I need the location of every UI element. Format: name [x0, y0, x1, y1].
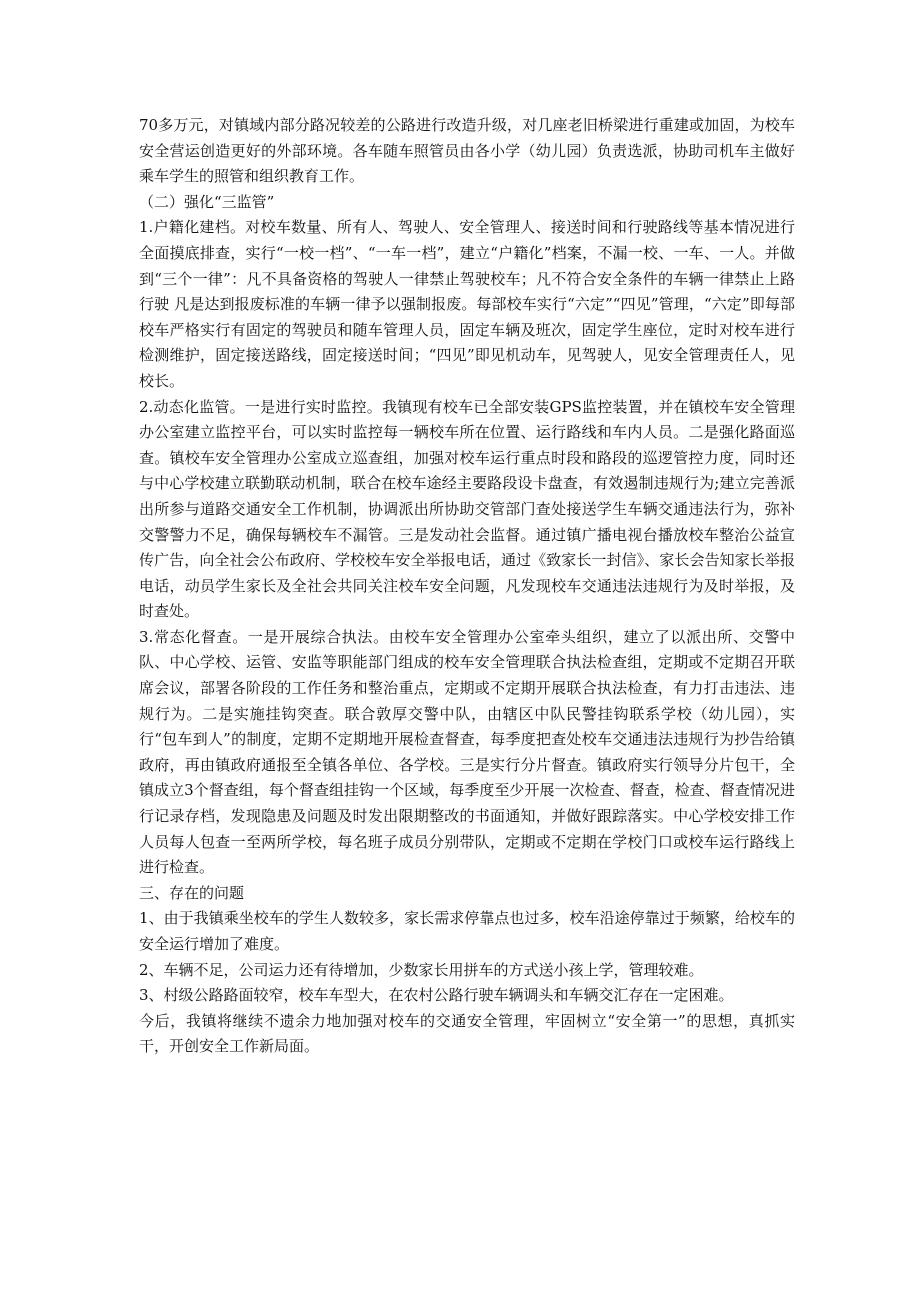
paragraph-household-archive: 1.户籍化建档。对校车数量、所有人、驾驶人、安全管理人、接送时间和行驶路线等基本情况进行全面摸底排查，实行“一校一档”、“一车一档”，建立“户籍化”档案，不漏一校、一车、一人。并做到“三个一律”：凡不具备资格的驾驶人一律禁止驾驶校车；凡不符合安全条件的车辆一律禁止上路行驶 凡是达到报废标准的车辆一律予以强制报废。每部校车实行“六定”“四见”管理，“六定”即每部校车严格实行有固定的驾驶员和随车管理人员，固定车辆及班次，固定学生座位，定时对校车进行检测维护，固定接送路线，固定接送时间；“四见”即见机动车，见驾驶人，见安全管理责任人，见校长。: [139, 218, 795, 390]
document-body: [139, 113, 795, 1060]
paragraph-problem-1: 1、由于我镇乘坐校车的学生人数较多，家长需求停靠点也过多，校车沿途停靠过于频繁，给校车的安全运行增加了难度。: [139, 909, 795, 953]
section-heading-existing-problems: 三、存在的问题: [139, 883, 245, 902]
paragraph-conclusion: 今后，我镇将继续不遗余力地加强对校车的交通安全管理，牢固树立“安全第一”的思想，真抓实干，开创安全工作新局面。: [139, 1011, 795, 1056]
section-heading-three-supervision: （二）强化“三监管”: [139, 192, 275, 211]
paragraph-regular-inspection: 3.常态化督查。一是开展综合执法。由校车安全管理办公室牵头组织，建立了以派出所、交警中队、中心学校、运管、安监等职能部门组成的校车安全管理联合执法检查组，定期或不定期召开联席会议，部署各阶段的工作任务和整治重点，定期或不定期开展联合执法检查，有力打击违法、违规行为。二是实施挂钩突查。联合敦厚交警中队，由辖区中队民警挂钩联系学校（幼儿园），实行“包车到人”的制度，定期不定期地开展检查督查，每季度把查处校车交通违法违规行为抄告给镇政府，再由镇政府通报至全镇各单位、各学校。三是实行分片督查。镇政府实行领导分片包干，全镇成立3个督查组，每个督查组挂钩一个区域，每季度至少开展一次检查、督查，检查、督查情况进行记录存档，发现隐患及问题及时发出限期整改的书面通知，并做好跟踪落实。中心学校安排工作人员每人包查一至两所学校，每名班子成员分别带队，定期或不定期在学校门口或校车运行路线上进行检查。: [139, 627, 795, 877]
paragraph-intro: 70多万元，对镇域内部分路况较差的公路进行改造升级，对几座老旧桥梁进行重建或加固，为校车安全营运创造更好的外部环境。各车随车照管员由各小学（幼儿园）负责选派，协助司机车主做好乘车学生的照管和组织教育工作。: [139, 116, 795, 186]
paragraph-problem-2: 2、车辆不足，公司运力还有待增加，少数家长用拼车的方式送小孩上学，管理较难。: [139, 960, 704, 979]
paragraph-dynamic-supervision: 2.动态化监管。一是进行实时监控。我镇现有校车已全部安装GPS监控装置，并在镇校车安全管理办公室建立监控平台，可以实时监控每一辆校车所在位置、运行路线和车内人员。二是强化路面巡查。镇校车安全管理办公室成立巡查组，加强对校车运行重点时段和路段的巡逻管控力度，同时还与中心学校建立联勤联动机制，联合在校车途经主要路段设卡盘查，有效遏制违规行为;建立完善派出所参与道路交通安全工作机制，协调派出所协助交管部门查处接送学生车辆交通违法行为，弥补交警警力不足，确保每辆校车不漏管。三是发动社会监督。通过镇广播电视台播放校车整治公益宣传广告，向全社会公布政府、学校校车安全举报电话，通过《致家长一封信》、家长会告知家长举报电话，动员学生家长及全社会共同关注校车安全问题，凡发现校车交通违法违规行为及时举报，及时查处。: [139, 397, 795, 621]
paragraph-problem-3: 3、村级公路路面较窄，校车车型大，在农村公路行驶车辆调头和车辆交汇存在一定困难。: [139, 986, 734, 1005]
